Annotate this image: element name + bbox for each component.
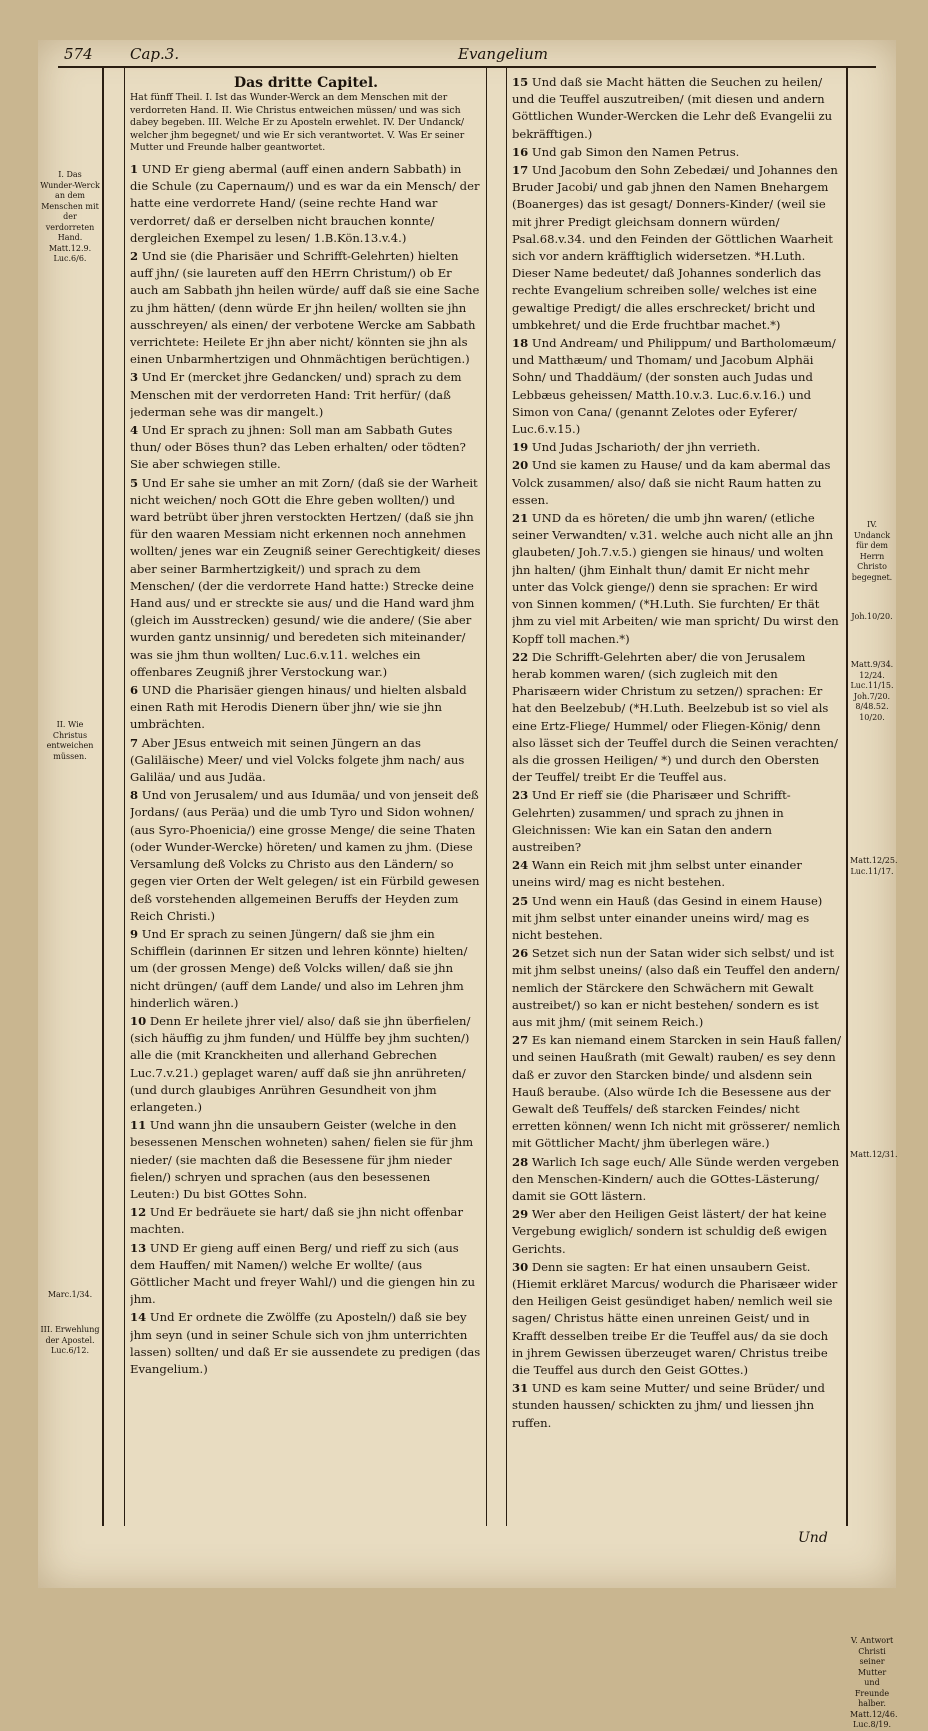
verse-number: 6 xyxy=(130,683,139,698)
verse xyxy=(512,1380,842,1432)
verse-number: 4 xyxy=(130,423,139,438)
verse xyxy=(130,682,482,734)
verse-number: 2 xyxy=(130,248,139,263)
margin-note: IV. Undanck für dem Herrn Christo begegnet. xyxy=(851,520,893,582)
header-rule xyxy=(58,66,876,68)
verse-number: 30 xyxy=(512,1259,529,1274)
verse-text: Und Er sprach zu seinen Jüngern/ daß sie jhm ein Schifflein (darinnen Er sitzen und lehren könnte) hielten/ um (der grossen Menge) deß Volcks willen/ daß sie jhn nicht drüngen/ (auff dem Lande/ und also im Lehren jhm hinderlich wären.) xyxy=(130,926,468,1010)
verse xyxy=(512,1259,842,1379)
verse-text: Wer aber den Heiligen Geist lästert/ der hat keine Vergebung ewiglich/ sondern ist schuldig deß ewigen Gerichts. xyxy=(512,1207,827,1256)
chapter-summary: Hat fünff Theil. I. Ist das Wunder-Werck an dem Menschen mit der verdorreten Hand. II. Wie Christus entweichen müssen/ und was sich dabey begeben. III. Welche Er zu Aposteln erwehlet. IV. Der Undanck/ welcher jhm begegnet/ und wie Er sich verantwortet. V. Was Er seiner Mutter und Freunde halber geantwortet. xyxy=(130,92,465,154)
verse-text: Und Er rieff sie (die Pharisæer und Schrifft-Gelehrten) zusammen/ und sprach zu jhnen in Gleichnissen: Wie kan ein Satan den andern austreiben? xyxy=(512,788,791,854)
margin-note: Matt.12/25. Luc.11/17. xyxy=(850,856,898,876)
verse-number: 17 xyxy=(512,163,529,178)
verse xyxy=(512,945,842,1031)
verse-number: 28 xyxy=(512,1154,529,1169)
verse-text: Und Er ordnete die Zwölffe (zu Aposteln/) daß sie bey jhm seyn (und in seiner Schule sich von jhm unterrichten lassen) sollten/ und daß Er sie aussendete zu predigen (das Evangelium.) xyxy=(130,1310,481,1376)
verse xyxy=(130,1013,482,1116)
verse xyxy=(512,162,842,334)
verse-number: 31 xyxy=(512,1381,529,1396)
verse-number: 23 xyxy=(512,788,529,803)
verse xyxy=(130,1204,482,1238)
verse-text: Die Schrifft-Gelehrten aber/ die von Jerusalem herab kommen waren/ (sich zugleich mit den Pharisæern wider Christum zu setzen/) sprachen: Er hat den Beelzebub/ (*H.Luth. Beelzebub ist so viel als eine Ertz-Fliege/ Hummel/ oder Fliegen-König/ denn also lässet sich der Teuffel durch die Seinen verachten/ als die grossen Heiligen/ *) und durch den Obersten der Teuffel/ treibt Er die Teuffel aus. xyxy=(512,649,838,785)
verse xyxy=(130,1309,482,1378)
verse-number: 13 xyxy=(130,1240,147,1255)
verse-number: 18 xyxy=(512,336,529,351)
page-number: 574 xyxy=(64,45,93,63)
verse-text: Und Jacobum den Sohn Zebedæi/ und Johannes den Bruder Jacobi/ und gab jhnen den Namen Bnehargem (Boanerges) das ist gesagt/ Donners-Kinder/ (weil sie mit jhrer Predigt gleichsam donnern würden/ Psal.68.v.34. und den Feinden der Göttlichen Waarheit sich vor andern kräfftiglich widersetzen. *H.Luth. Dieser Name bedeutet/ daß Johannes sonderlich das rechte Evangelium schreiben solle/ welches ist eine gewaltige Predigt/ die alles erschrecket/ bricht und umbkehret/ und die Erde fruchtbar machet.*) xyxy=(512,163,838,332)
verse-text: Und Er bedräuete sie hart/ daß sie jhn nicht offenbar machten. xyxy=(130,1205,464,1237)
bible-page xyxy=(38,40,898,1729)
verse-number: 24 xyxy=(512,858,529,873)
verse-number: 7 xyxy=(130,735,139,750)
verse-text: Setzet sich nun der Satan wider sich selbst/ und ist mit jhm selbst uneins/ (also daß ein Teuffel den andern/ nemlich der Stärckere den Schwächern mit Gewalt austreibet/) so kan er nicht bestehen/ sondern es ist aus mit jhm/ (mit seinem Reich.) xyxy=(512,946,840,1029)
center-rule xyxy=(486,66,487,1526)
verse-number: 5 xyxy=(130,475,139,490)
verse-text: Denn sie sagten: Er hat einen unsaubern Geist. (Hiemit erkläret Marcus/ wodurch die Pharisæer wider den Heiligen Geist gesündiget haben/ nemlich weil sie sagen/ Christus hätte einen unreinen Geist/ und in Krafft desselben treibe Er die Teuffel aus/ da sie doch in jhrem Gewissen überzeuget waren/ Christus treibe die Teuffel aus durch den Geist GOttes.) xyxy=(512,1259,838,1378)
right-text-column xyxy=(512,74,842,1514)
verse-text: Und gab Simon den Namen Petrus. xyxy=(531,144,740,159)
verse xyxy=(130,161,482,247)
verse xyxy=(130,1117,482,1203)
margin-note: Matt.12/31. xyxy=(850,1150,898,1159)
chapter-heading: Cap.3. xyxy=(130,45,180,63)
verse-number: 16 xyxy=(512,144,529,159)
verse xyxy=(130,369,482,421)
verse-number: 11 xyxy=(130,1118,147,1133)
verse-number: 14 xyxy=(130,1310,147,1325)
verse xyxy=(512,457,842,509)
verse-number: 9 xyxy=(130,926,139,941)
verse-text: Und Judas Jscharioth/ der jhn verrieth. xyxy=(531,440,761,455)
verse xyxy=(130,1240,482,1309)
margin-note: Matt.9/34. 12/24. Luc.11/15. Joh.7/20. 8/48.52. 10/20. xyxy=(850,660,894,722)
verse-text: UND die Pharisäer giengen hinaus/ und hielten alsbald einen Rath mit Herodis Dienern über jhn/ wie sie jhn umbrächten. xyxy=(130,683,467,732)
verse xyxy=(130,475,482,681)
margin-note: III. Erwehlung der Apostel. Luc.6/12. xyxy=(40,1325,100,1355)
verse-text: Und wann jhn die unsaubern Geister (welche in den besessenen Menschen wohneten) sahen/ fielen sie für jhm nieder/ (sie machten daß die Besessene für jhm nieder fielen/) schryen und sprachen (aus den besessenen Leuten:) Du bist GOttes Sohn. xyxy=(130,1118,474,1201)
chapter-title: Das dritte Capitel. xyxy=(233,75,379,91)
verse-number: 27 xyxy=(512,1033,529,1048)
verse-text: Und Er (mercket jhre Gedancken/ und) sprach zu dem Menschen mit der verdorreten Hand: Trit herfür/ (daß jederman sehe was dir mangelt.) xyxy=(130,370,462,419)
verse-text: UND es kam seine Mutter/ und seine Brüder/ und stunden haussen/ schickten zu jhm/ und liessen jhn ruffen. xyxy=(512,1381,825,1430)
left-text-column xyxy=(130,74,482,1514)
verse xyxy=(130,248,482,368)
margin-note: Marc.1/34. xyxy=(47,1290,93,1299)
verse-text: Und sie (die Pharisäer und Schrifft-Gelehrten) hielten auff jhn/ (sie laureten auff den HErrn Christum/) ob Er auch am Sabbath jhn heilen würde/ auff daß sie eine Sache zu jhm hätten/ (denn würde Er jhn heilen/ wollten sie jhn ausschreyen/ als einen/ der verbotene Wercke am Sabbath verrichtete: Heilete Er jhn aber nicht/ könnten sie jhn als einen Unbarmhertzigen und Ohnmächtigen berüchtigen.) xyxy=(130,248,480,367)
verse xyxy=(130,926,482,1012)
verse-number: 10 xyxy=(130,1013,147,1028)
verse-text: Wann ein Reich mit jhm selbst unter einander uneins wird/ mag es nicht bestehen. xyxy=(512,858,802,890)
verse xyxy=(512,1154,842,1206)
book-heading: Evangelium xyxy=(458,45,548,63)
right-number-rule xyxy=(506,66,507,1526)
right-margin-rule xyxy=(846,66,848,1526)
verse-number: 15 xyxy=(512,75,529,89)
verse-number: 12 xyxy=(130,1205,147,1220)
verse-text: UND Er gieng auff einen Berg/ und rieff zu sich (aus dem Hauffen/ mit Namen/) welche Er wollte/ (aus Göttlicher Macht und freyer Wahl/) und die giengen hin zu jhm. xyxy=(130,1240,476,1307)
margin-note: V. Antwort Christi seiner Mutter und Freunde halber. Matt.12/46. Luc.8/19. xyxy=(850,1636,898,1729)
verse xyxy=(512,510,842,648)
verse-number: 22 xyxy=(512,649,529,664)
verse xyxy=(512,1032,842,1152)
verse xyxy=(512,649,842,787)
verse-text: Und wenn ein Hauß (das Gesind in einem Hause) mit jhm selbst unter einander uneins wird/ mag es nicht bestehen. xyxy=(512,893,823,942)
verse-text: Und Er sahe sie umher an mit Zorn/ (daß sie der Warheit nicht weichen/ noch GOtt die Ehre geben wollten/) und ward betrübt über jhren verstockten Hertzen/ (daß sie jhn für den waaren Messiam nicht erkennen noch annehmen wollten/ jenes war ein Zeugniß seiner Gerechtigkeit/ dieses aber seiner Barmhertzigkeit/) und sprach zu dem Menschen/ (der die verdorrete Hand hatte:) Strecke deine Hand aus/ und er streckte sie aus/ und die Hand ward jhm (gleich im Ausstrecken) gesund/ wie die andere/ (Sie aber wurden gantz unsinnig/ und beredeten sich miteinander/ was sie jhm thun wollten/ Luc.6.v.11. welches ein offenbares Zeugniß jhrer Verstockung war.) xyxy=(130,475,481,679)
verse-text: Und von Jerusalem/ und aus Idumäa/ und von jenseit deß Jordans/ (aus Peräa) und die umb Tyro und Sidon wohnen/ (aus Syro-Phoenicia/) eine grosse Menge/ die seine Thaten (oder Wunder-Wercke) höreten/ und kamen zu jhm. (Diese Versamlung deß Volcks zu Christo aus den Ländern/ so gegen vier Orten der Welt gelegen/ ist ein Fürbild gewesen deß vorstehenden allgemeinen Beruffs der Heyden zum Reich Christi.) xyxy=(130,788,480,923)
verse-number: 19 xyxy=(512,440,529,455)
verse-text: Warlich Ich sage euch/ Alle Sünde werden vergeben den Menschen-Kindern/ auch die GOttes-Lästerung/ damit sie GOtt lästern. xyxy=(512,1154,840,1203)
margin-note: II. Wie Christus entweichen müssen. xyxy=(46,720,94,761)
left-margin-rule xyxy=(102,66,104,1526)
margin-note: Joh.10/20. xyxy=(851,612,893,621)
verse-text: Und daß sie Macht hätten die Seuchen zu heilen/ und die Teuffel auszutreiben/ (mit diesen und andern Göttlichen Wunder-Wercken die Lehr deß Evangelii zu bekräfftigen.) xyxy=(512,75,833,141)
verse-number: 26 xyxy=(512,946,529,961)
verse xyxy=(130,735,482,787)
verse-text: Und sie kamen zu Hause/ und da kam abermal das Volck zusammen/ also/ daß sie nicht Raum hatten zu essen. xyxy=(512,458,831,507)
verse xyxy=(130,422,482,474)
verse-text: Aber JEsus entweich mit seinen Jüngern an das (Galiläische) Meer/ und viel Volcks folgete jhm nach/ aus Galiläa/ und aus Judäa. xyxy=(130,735,465,785)
verse-number: 25 xyxy=(512,893,529,908)
verse xyxy=(512,1206,842,1258)
verse-text: Und Andream/ und Philippum/ und Bartholomæum/ und Matthæum/ und Thomam/ und Jacobum Alphäi Sohn/ und Thaddäum/ (der sonsten auch Judas und Lebbæus geheissen/ Matth.10.v.3. Luc.6.v.16.) und Simon von Cana/ (genannt Zelotes oder Eyferer/ Luc.6.v.15.) xyxy=(512,336,836,437)
verse-number: 20 xyxy=(512,458,529,473)
verse xyxy=(512,144,842,161)
verse xyxy=(512,335,842,438)
verse xyxy=(512,74,842,143)
verse-text: Es kan niemand einem Starcken in sein Hauß fallen/ und seinen Haußrath (mit Gewalt) rauben/ es sey denn daß er zuvor den Starcken binde/ und alsdenn sein Hauß beraube. (Also würde Ich die Besessene aus der Gewalt deß Teuffels/ deß starcken Feindes/ nicht erretten können/ wenn Ich nicht mit grösserer/ nemlich mit Göttlicher Macht/ jhm überlegen wäre.) xyxy=(512,1033,841,1151)
verse-number: 3 xyxy=(130,370,139,385)
verse xyxy=(512,893,842,945)
verse-number: 1 xyxy=(130,161,139,176)
verse xyxy=(512,857,842,891)
verse xyxy=(130,787,482,925)
verse-number: 8 xyxy=(130,788,139,803)
margin-note: I. Das Wunder-Werck an dem Menschen mit der verdorreten Hand. Matt.12.9. Luc.6/6. xyxy=(40,170,100,263)
verse-text: UND da es höreten/ die umb jhn waren/ (etliche seiner Verwandten/ v.31. welche auch nicht alle an jhn glaubeten/ Joh.7.v.5.) giengen sie hinaus/ und wolten jhn halten/ (jhm Einhalt thun/ damit Er nicht mehr unter das Volck gienge/) denn sie sprachen: Er wird von Sinnen kommen/ (*H.Luth. Sie furchten/ Er thät jhm zu viel mit Arbeiten/ wie man spricht/ Du wirst den Kopff toll machen.*) xyxy=(512,511,839,646)
verse-text: Denn Er heilete jhrer viel/ also/ daß sie jhn überfielen/ (sich häuffig zu jhm funden/ und Hülffe bey jhm suchten/) alle die (mit Kranckheiten und allerhand Gebrechen Luc.7.v.21.) geplaget waren/ auff daß sie jhn anrühreten/ (und durch glaubiges Anrühren Gesundheit von jhm erlangeten.) xyxy=(130,1013,471,1114)
verse xyxy=(512,787,842,856)
verse-number: 21 xyxy=(512,511,529,526)
verse-text: Und Er sprach zu jhnen: Soll man am Sabbath Gutes thun/ oder Böses thun? das Leben erhalten/ oder tödten? Sie aber schwiegen stille. xyxy=(130,423,466,472)
verse-number: 29 xyxy=(512,1207,529,1222)
verse xyxy=(512,439,842,456)
verse-text: UND Er gieng abermal (auff einen andern Sabbath) in die Schule (zu Capernaum/) und es war da ein Mensch/ der hatte eine verdorrete Hand/ (seine rechte Hand war verdorret/ daß er derselben nicht brauchen konnte/ dergleichen Exempel zu lesen/ 1.B.Kön.13.v.4.) xyxy=(130,161,480,245)
catchword: Und xyxy=(798,1530,828,1546)
left-number-rule xyxy=(124,66,125,1526)
